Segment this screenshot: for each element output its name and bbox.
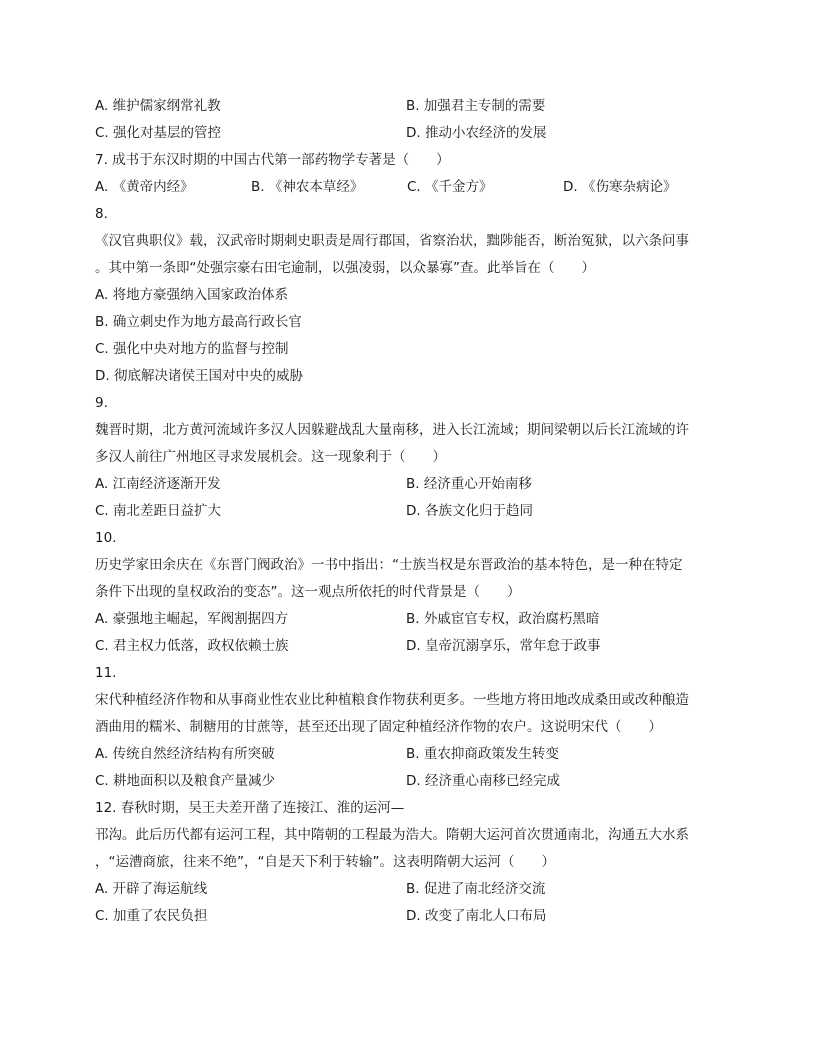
q8-stem-line-2: 。其中第一条即“处强宗豪右田宅逾制，以强凌弱，以众暴寡”查。此举旨在（ ） [95,260,595,276]
q10-stem-line-2: 条件下出现的皇权政治的变态”。这一观点所依托的时代背景是（ ） [95,584,521,600]
q8-option-c[interactable]: C. 强化中央对地方的监督与控制 [95,341,289,357]
q11-option-a[interactable]: A. 传统自然经济结构有所突破 [95,746,275,762]
q10-option-b[interactable]: B. 外戚宦官专权，政治腐朽黑暗 [406,611,600,627]
q11-options-row-2 [95,768,719,795]
q10-stem-line-1: 历史学家田余庆在《东晋门阀政治》一书中指出：“士族当权是东晋政治的基本特色，是一种在特定 [95,557,683,573]
q10-options-row-2 [95,633,719,660]
q12-option-c[interactable]: C. 加重了农民负担 [95,908,208,924]
q12-options-row-2 [95,903,719,930]
q9-option-a[interactable]: A. 江南经济逐渐开发 [95,476,221,492]
q7-option-c[interactable]: C. 《千金方》 [407,179,493,195]
q8-option-a[interactable]: A. 将地方豪强纳入国家政治体系 [95,287,289,303]
q6-option-c[interactable]: C. 强化对基层的管控 [95,125,222,141]
q12-stem-line-2: 邗沟。此后历代都有运河工程，其中隋朝的工程最为浩大。隋朝大运河首次贯通南北，沟通五大水系 [95,827,689,843]
q6-option-b[interactable]: B. 加强君主专制的需要 [406,98,546,114]
q12-options-row-1 [95,876,719,903]
q7-option-b[interactable]: B. 《神农本草经》 [251,179,364,195]
q9-number: 9. [95,395,108,411]
q11-option-d[interactable]: D. 经济重心南移已经完成 [406,773,560,789]
q8-stem-line-1: 《汉官典职仪》载，汉武帝时期刺史职责是周行郡国，省察治状，黜陟能否，断治冤狱，以六条问事 [95,233,689,249]
q12-option-d[interactable]: D. 改变了南北人口布局 [406,908,547,924]
q11-stem-line-1: 宋代种植经济作物和从事商业性农业比种植粮食作物获利更多。一些地方将田地改成桑田或改种酿造 [95,692,689,708]
q11-option-c[interactable]: C. 耕地面积以及粮食产量减少 [95,773,276,789]
q12-option-a[interactable]: A. 开辟了海运航线 [95,881,208,897]
q6-options-row-1 [95,93,719,120]
q8-option-b[interactable]: B. 确立刺史作为地方最高行政长官 [95,314,302,330]
q9-option-b[interactable]: B. 经济重心开始南移 [406,476,532,492]
q11-number: 11. [95,665,117,681]
q10-option-a[interactable]: A. 豪强地主崛起，军阀割据四方 [95,611,289,627]
q9-options-row-2 [95,498,719,525]
q6-option-a[interactable]: A. 维护儒家纲常礼教 [95,98,221,114]
q10-option-d[interactable]: D. 皇帝沉溺享乐，常年怠于政事 [406,638,601,654]
q9-options-row-1 [95,471,719,498]
q12-option-b[interactable]: B. 促进了南北经济交流 [406,881,546,897]
q7-option-a[interactable]: A. 《黄帝内经》 [95,179,194,195]
q9-option-d[interactable]: D. 各族文化归于趋同 [406,503,533,519]
q11-stem-line-2: 酒曲用的糯米、制糖用的甘蔗等，甚至还出现了固定种植经济作物的农户。这说明宋代（ ） [95,719,662,735]
q12-stem-line-3: ，“运漕商旅，往来不绝”，“自是天下利于转输”。这表明隋朝大运河（ ） [95,854,555,870]
q7-option-d[interactable]: D. 《伤寒杂病论》 [563,179,677,195]
q9-stem-line-1: 魏晋时期，北方黄河流域许多汉人因躲避战乱大量南移，进入长江流域；期间梁朝以后长江流域的许 [95,422,689,438]
q10-options-row-1 [95,606,719,633]
q8-option-d[interactable]: D. 彻底解决诸侯王国对中央的威胁 [95,368,303,384]
q10-number: 10. [95,530,117,546]
q8-number: 8. [95,206,108,222]
q11-option-b[interactable]: B. 重农抑商政策发生转变 [406,746,559,762]
q12-stem-line-1: 12. 春秋时期，吴王夫差开凿了连接江、淮的运河— [95,800,405,816]
question-list [95,93,719,930]
q9-option-c[interactable]: C. 南北差距日益扩大 [95,503,222,519]
q6-options-row-2 [95,120,719,147]
q6-option-d[interactable]: D. 推动小农经济的发展 [406,125,547,141]
q10-option-c[interactable]: C. 君主权力低落，政权依赖士族 [95,638,289,654]
q9-stem-line-2: 多汉人前往广州地区寻求发展机会。这一现象利于（ ） [95,449,446,465]
q11-options-row-1 [95,741,719,768]
q7-options-row [95,174,719,201]
q7-stem: 7. 成书于东汉时期的中国古代第一部药物学专著是（ ） [95,152,450,168]
